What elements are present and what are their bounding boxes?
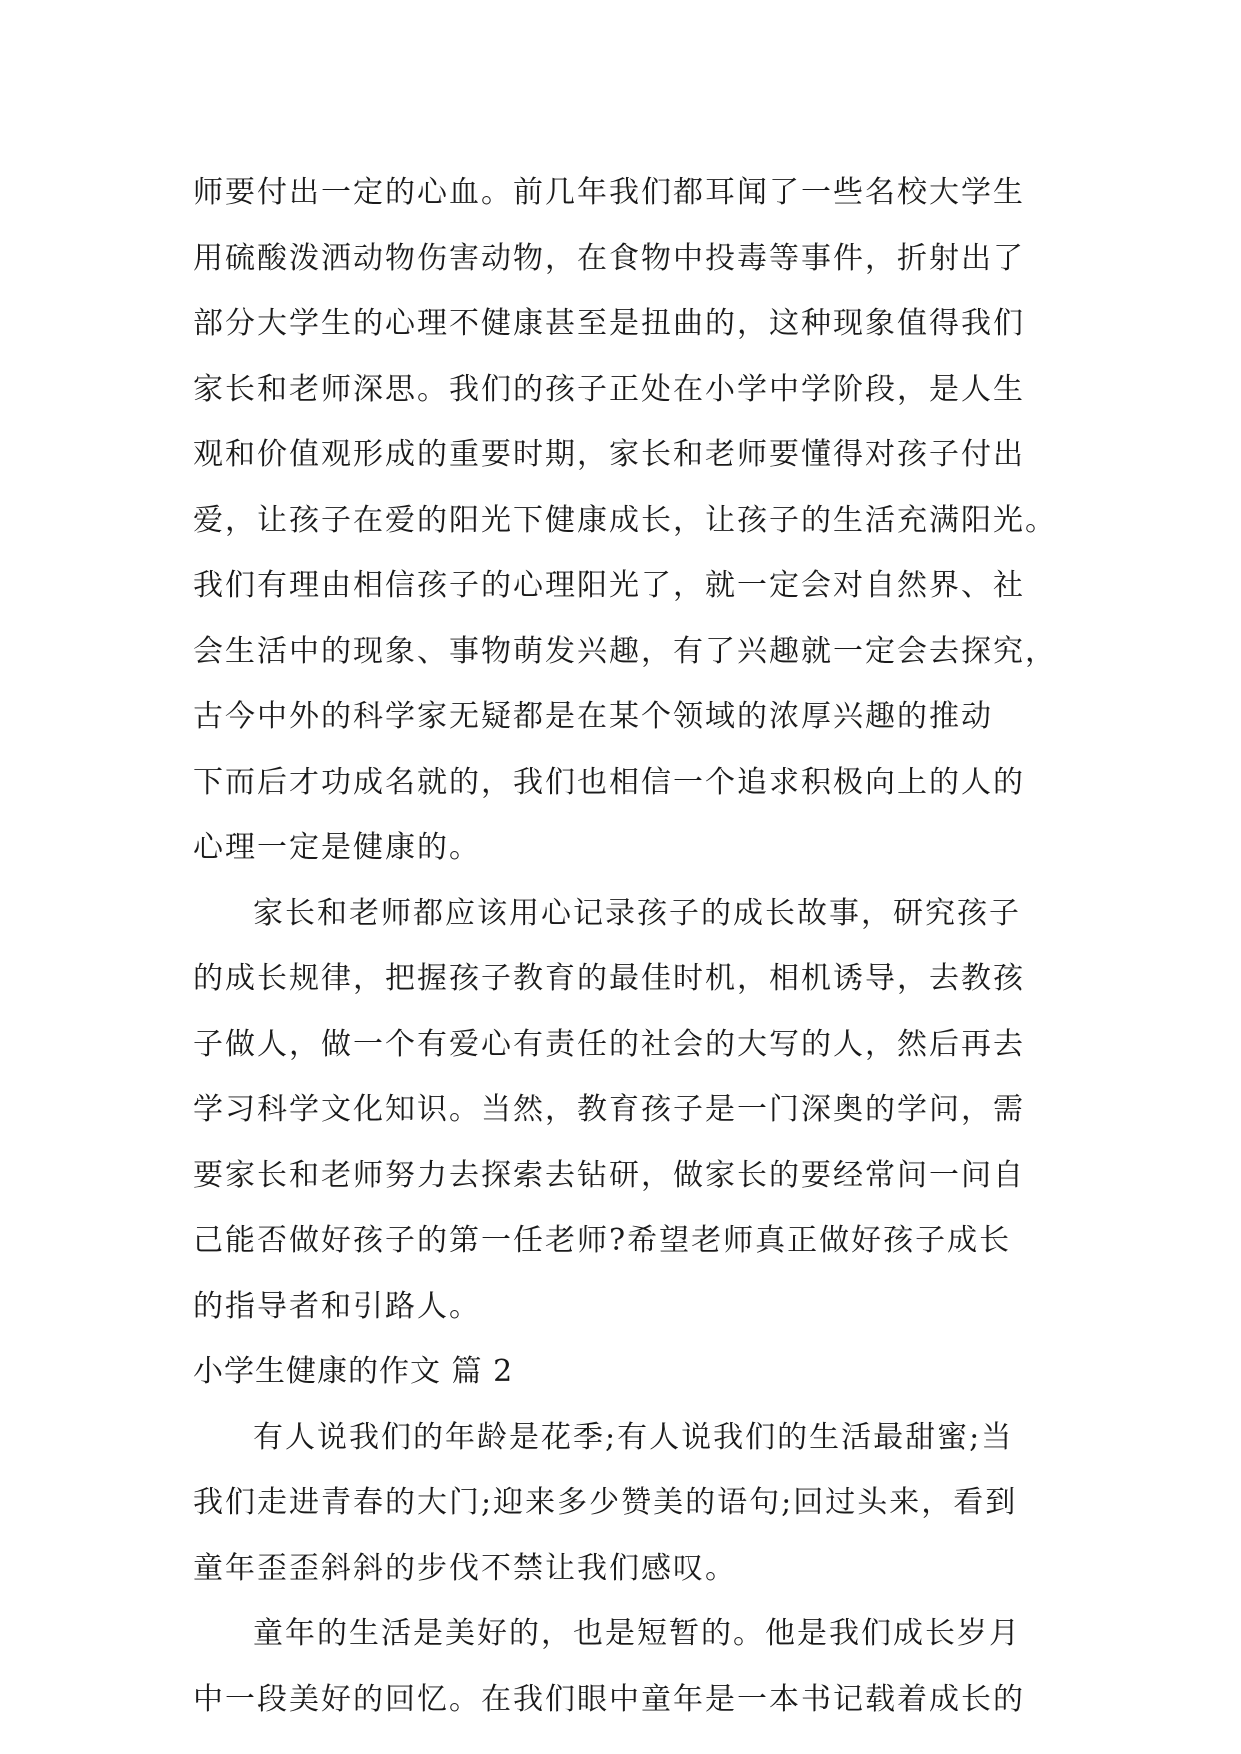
text-line: 中一段美好的回忆。在我们眼中童年是一本书记载着成长的 xyxy=(193,1681,1025,1717)
text-line: 我们有理由相信孩子的心理阳光了，就一定会对自然界、社 xyxy=(193,568,1025,603)
text-line: 家长和老师都应该用心记录孩子的成长故事，研究孩子 xyxy=(253,895,1021,931)
text-line: 下而后才功成名就的，我们也相信一个追求积极向上的人的 xyxy=(193,764,1025,800)
text-line: 观和价值观形成的重要时期，家长和老师要懂得对孩子付出 xyxy=(193,437,1025,472)
text-line: 家长和老师深思。我们的孩子正处在小学中学阶段，是人生 xyxy=(193,371,1025,407)
text-line: 古今中外的科学家无疑都是在某个领域的浓厚兴趣的推动 xyxy=(193,699,993,734)
text-line: 的指导者和引路人。 xyxy=(193,1288,481,1324)
paragraph-youth xyxy=(193,1405,1063,1602)
text-line: 童年歪歪斜斜的步伐不禁让我们感叹。 xyxy=(193,1550,737,1586)
text-line: 学习科学文化知识。当然，教育孩子是一门深奥的学问，需 xyxy=(193,1092,1025,1127)
text-line: 心理一定是健康的。 xyxy=(193,830,481,865)
text-line: 的成长规律，把握孩子教育的最佳时机，相机诱导，去教孩 xyxy=(193,961,1025,996)
document-body xyxy=(193,160,1063,1732)
text-line: 要家长和老师努力去探索去钻研，做家长的要经常问一问自 xyxy=(193,1157,1025,1193)
text-line: 用硫酸泼洒动物伤害动物，在食物中投毒等事件，折射出了 xyxy=(193,240,1025,276)
paragraph-childhood xyxy=(193,1601,1063,1732)
paragraph-parents-teachers xyxy=(193,881,1063,1340)
text-line: 己能否做好孩子的第一任老师?希望老师真正做好孩子成长 xyxy=(193,1223,1012,1258)
text-line: 有人说我们的年龄是花季;有人说我们的生活最甜蜜;当 xyxy=(253,1419,1014,1455)
text-line: 师要付出一定的心血。前几年我们都耳闻了一些名校大学生 xyxy=(193,175,1025,210)
text-line: 部分大学生的心理不健康甚至是扭曲的，这种现象值得我们 xyxy=(193,306,1025,341)
text-line: 会生活中的现象、事物萌发兴趣，有了兴趣就一定会去探究， xyxy=(193,633,1057,669)
text-line: 爱，让孩子在爱的阳光下健康成长，让孩子的生活充满阳光。 xyxy=(193,502,1057,538)
text-line: 我们走进青春的大门;迎来多少赞美的语句;回过头来，看到 xyxy=(193,1485,1018,1520)
paragraph-continued xyxy=(193,160,1063,881)
section-heading: 小学生健康的作文 篇 2 xyxy=(193,1354,514,1389)
text-line: 童年的生活是美好的，也是短暂的。他是我们成长岁月 xyxy=(253,1616,1021,1651)
text-line: 子做人，做一个有爱心有责任的社会的大写的人，然后再去 xyxy=(193,1026,1025,1062)
